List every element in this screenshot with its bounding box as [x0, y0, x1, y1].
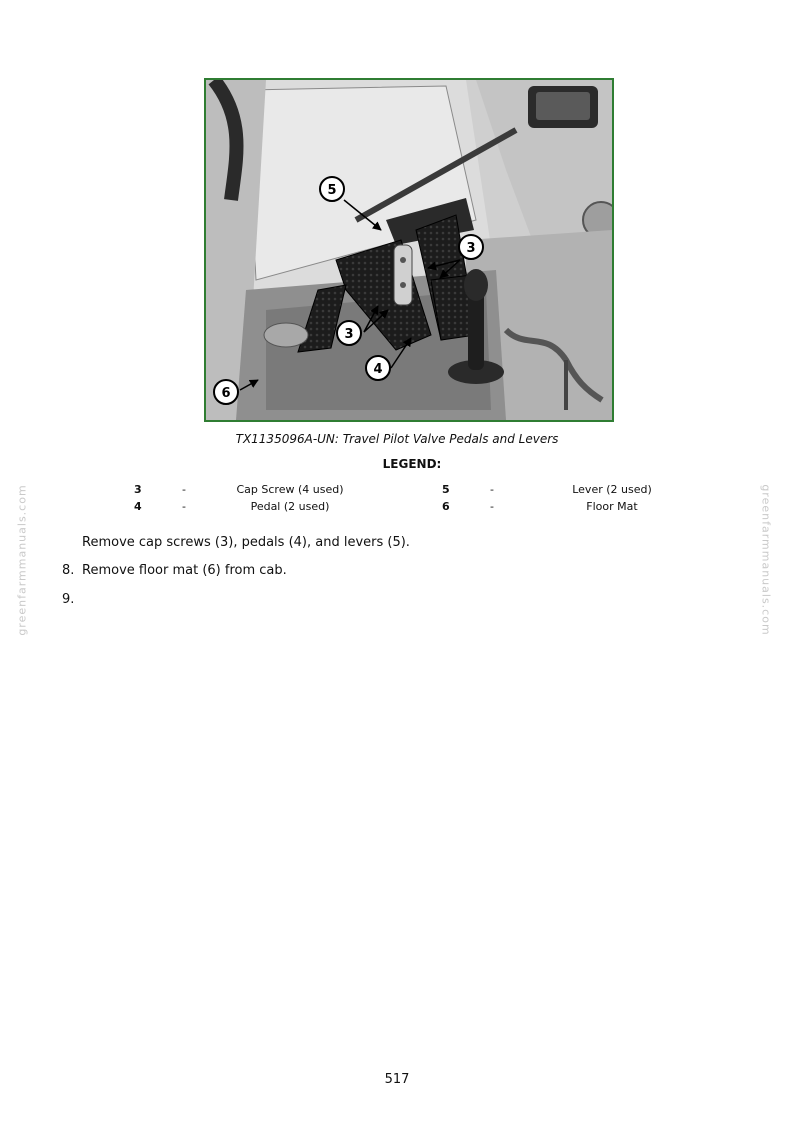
legend-description: Lever (2 used) [572, 483, 652, 496]
callout-3-lower [337, 321, 361, 345]
legend-dash: - [490, 500, 494, 513]
step-text: Remove floor mat (6) from cab. [82, 563, 287, 578]
callout-4 [366, 356, 390, 380]
svg-text:3: 3 [466, 241, 476, 256]
figure-caption: TX1135096A-UN: Travel Pilot Valve Pedals and Levers [235, 432, 559, 446]
cab-floor-illustration [206, 80, 612, 420]
legend-number: 6 [442, 500, 450, 513]
legend-description: Pedal (2 used) [250, 500, 330, 513]
step-text: Remove cap screws (3), pedals (4), and levers (5). [82, 535, 410, 550]
legend-row [0, 500, 794, 516]
legend-description: Floor Mat [586, 500, 638, 513]
page-number: 517 [384, 1072, 410, 1087]
legend-row [0, 483, 794, 499]
legend-dash: - [490, 483, 494, 496]
legend-number: 4 [134, 500, 142, 513]
figure-travel-pilot-valve [204, 78, 614, 422]
legend-dash: - [182, 483, 186, 496]
svg-text:5: 5 [327, 183, 337, 198]
callout-6 [214, 380, 238, 404]
watermark-left: greenfarmmanuals.com [15, 484, 29, 636]
legend-number: 5 [442, 483, 450, 496]
callout-3-upper [459, 235, 483, 259]
step-number: 9. [62, 592, 75, 607]
legend-number: 3 [134, 483, 142, 496]
svg-text:4: 4 [373, 362, 383, 377]
legend-description: Cap Screw (4 used) [236, 483, 344, 496]
step-number: 8. [62, 563, 75, 578]
svg-text:3: 3 [344, 327, 354, 342]
legend-title: LEGEND: [382, 457, 442, 471]
svg-text:6: 6 [221, 386, 231, 401]
watermark-right: greenfarmmanuals.com [759, 484, 773, 636]
callout-5 [320, 177, 344, 201]
legend-dash: - [182, 500, 186, 513]
